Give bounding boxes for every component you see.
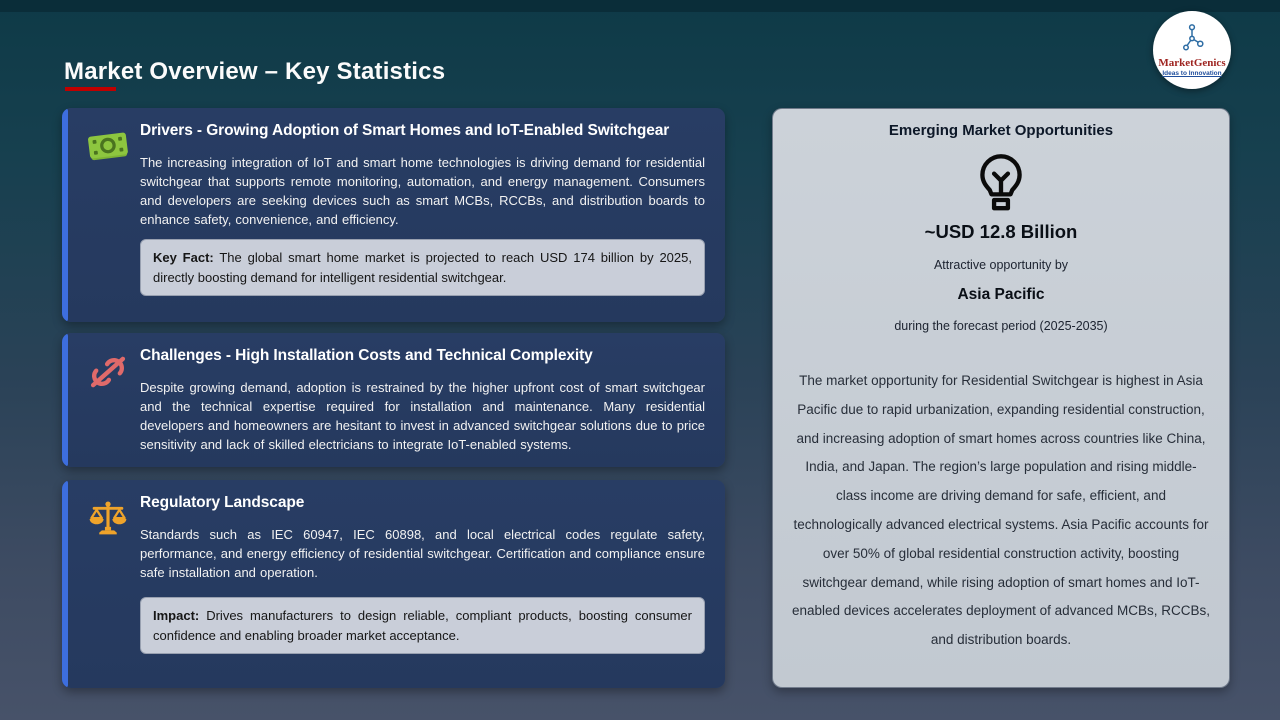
scales-icon — [85, 498, 131, 540]
opportunity-region: Asia Pacific — [957, 286, 1045, 303]
impact-box — [140, 597, 705, 654]
key-fact-text: The global smart home market is projected to reach USD 174 billion by 2025, directly boosting demand for intelligent residential switchgear. — [153, 250, 692, 285]
company-logo — [1153, 11, 1231, 89]
challenges-card-body: Despite growing demand, adoption is restrained by the higher upfront cost of smart switchgear and the technical expertise required for installation and maintenance. Many residential developers and homeowners are hesitant to invest in advanced switchgear solutions due to price sensitivity and lack of skilled electricians to integrate IoT-enabled systems. — [140, 380, 705, 452]
opportunity-value: ~USD 12.8 Billion — [924, 221, 1078, 242]
challenges-card-title: Challenges - High Installation Costs and Technical Complexity — [140, 347, 593, 364]
opportunity-subtitle: Attractive opportunity by — [933, 258, 1069, 272]
key-fact-box — [140, 239, 705, 296]
regulatory-card — [62, 480, 725, 688]
molecule-icon — [1175, 22, 1209, 57]
broken-link-icon — [85, 351, 131, 393]
impact-text: Drives manufacturers to design reliable, compliant products, boosting consumer confidence and enabling broader market acceptance. — [153, 608, 692, 643]
title-underline — [65, 87, 116, 91]
drivers-card — [62, 108, 725, 322]
page-title: Market Overview – Key Statistics — [64, 58, 446, 86]
drivers-card-title: Drivers - Growing Adoption of Smart Homes and IoT-Enabled Switchgear — [140, 122, 670, 139]
opportunity-description: The market opportunity for Residential Switchgear is highest in Asia Pacific due to rapid urbanization, expanding residential construction, and increasing adoption of smart homes across countries like China, India, and Japan. The region’s large population and rising middle-class income are driving demand for safe, efficient, and technologically advanced electrical systems. Asia Pacific accounts for over 50% of global residential construction activity, boosting switchgear demand, while rising adoption of smart homes and IoT-enabled devices accelerates deployment of advanced MCBs, RCCBs, and distribution boards. — [792, 373, 1210, 648]
opportunity-panel — [772, 108, 1230, 688]
top-accent-bar — [0, 0, 1280, 12]
regulatory-card-body: Standards such as IEC 60947, IEC 60898, and local electrical codes regulate safety, performance, and energy efficiency of residential switchgear. Certification and compliance ensure safe installation and operation. — [140, 527, 705, 580]
logo-tagline: Ideas to Innovation — [1162, 70, 1222, 77]
opportunity-period: during the forecast period (2025-2035) — [894, 319, 1108, 333]
drivers-card-body: The increasing integration of IoT and smart home technologies is driving demand for residential switchgear that supports remote monitoring, automation, and energy management. Consumers and developers are seeking devices such as smart MCBs, RCCBs, and distribution boards to enhance safety, convenience, and efficiency. — [140, 155, 705, 227]
opportunity-panel-title: Emerging Market Opportunities — [888, 122, 1114, 139]
challenges-card — [62, 333, 725, 467]
left-card-column — [62, 108, 725, 688]
impact-label: Impact: — [153, 608, 200, 623]
logo-name: MarketGenics — [1158, 57, 1226, 69]
money-icon — [85, 126, 131, 166]
lightbulb-icon — [773, 152, 1229, 216]
key-fact-label: Key Fact: — [153, 250, 214, 265]
regulatory-card-title: Regulatory Landscape — [140, 494, 305, 511]
